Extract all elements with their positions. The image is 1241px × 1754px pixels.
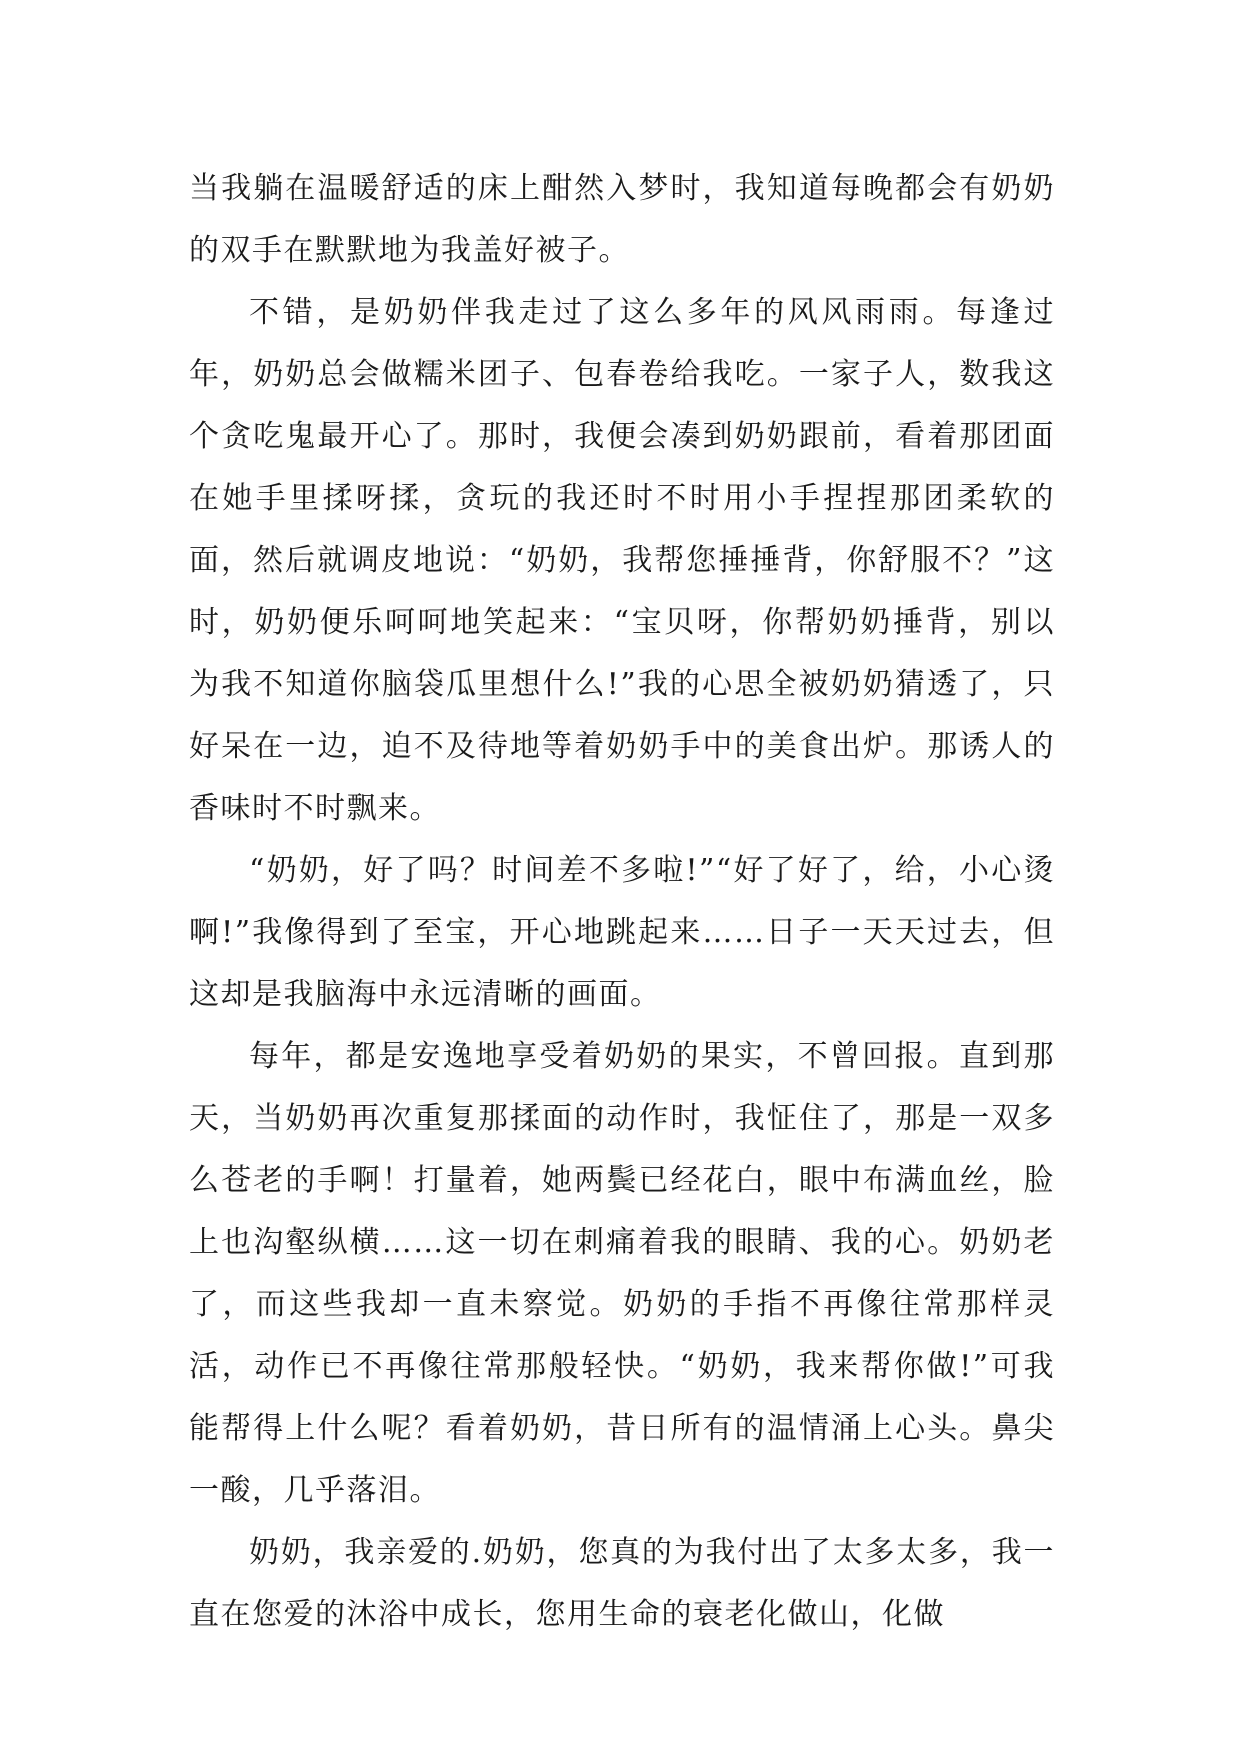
paragraph-1: 当我躺在温暖舒适的床上酣然入梦时，我知道每晚都会有奶奶的双手在默默地为我盖好被子。 — [189, 171, 1055, 268]
paragraph-3: “奶奶，好了吗？时间差不多啦!”“好了好了，给，小心烫啊!”我像得到了至宝，开心地跳起来……日子一天天过去，但这却是我脑海中永远清晰的画面。 — [189, 853, 1055, 1012]
paragraph-2: 不错，是奶奶伴我走过了这么多年的风风雨雨。每逢过年，奶奶总会做糯米团子、包春卷给我吃。一家子人，数我这个贪吃鬼最开心了。那时，我便会凑到奶奶跟前，看着那团面在她手里揉呀揉，贪玩的我还时不时用小手捏捏那团柔软的面，然后就调皮地说：“奶奶，我帮您捶捶背，你舒服不？”这时，奶奶便乐呵呵地笑起来：“宝贝呀，你帮奶奶捶背，别以为我不知道你脑袋瓜里想什么!”我的心思全被奶奶猜透了，只好呆在一边，迫不及待地等着奶奶手中的美食出炉。那诱人的香味时不时飘来。 — [189, 295, 1055, 826]
paragraph-4: 每年，都是安逸地享受着奶奶的果实，不曾回报。直到那天，当奶奶再次重复那揉面的动作时，我怔住了，那是一双多么苍老的手啊！打量着，她两鬓已经花白，眼中布满血丝，脸上也沟壑纵横……这一切在刺痛着我的眼睛、我的心。奶奶老了，而这些我却一直未察觉。奶奶的手指不再像往常那样灵活，动作已不再像往常那般轻快。“奶奶，我来帮你做!”可我能帮得上什么呢？看着奶奶，昔日所有的温情涌上心头。鼻尖一酸，几乎落泪。 — [189, 1039, 1055, 1508]
document-body — [189, 158, 1055, 1646]
paragraph-5: 奶奶，我亲爱的.奶奶，您真的为我付出了太多太多，我一直在您爱的沐浴中成长，您用生命的衰老化做山，化做 — [189, 1535, 1055, 1632]
